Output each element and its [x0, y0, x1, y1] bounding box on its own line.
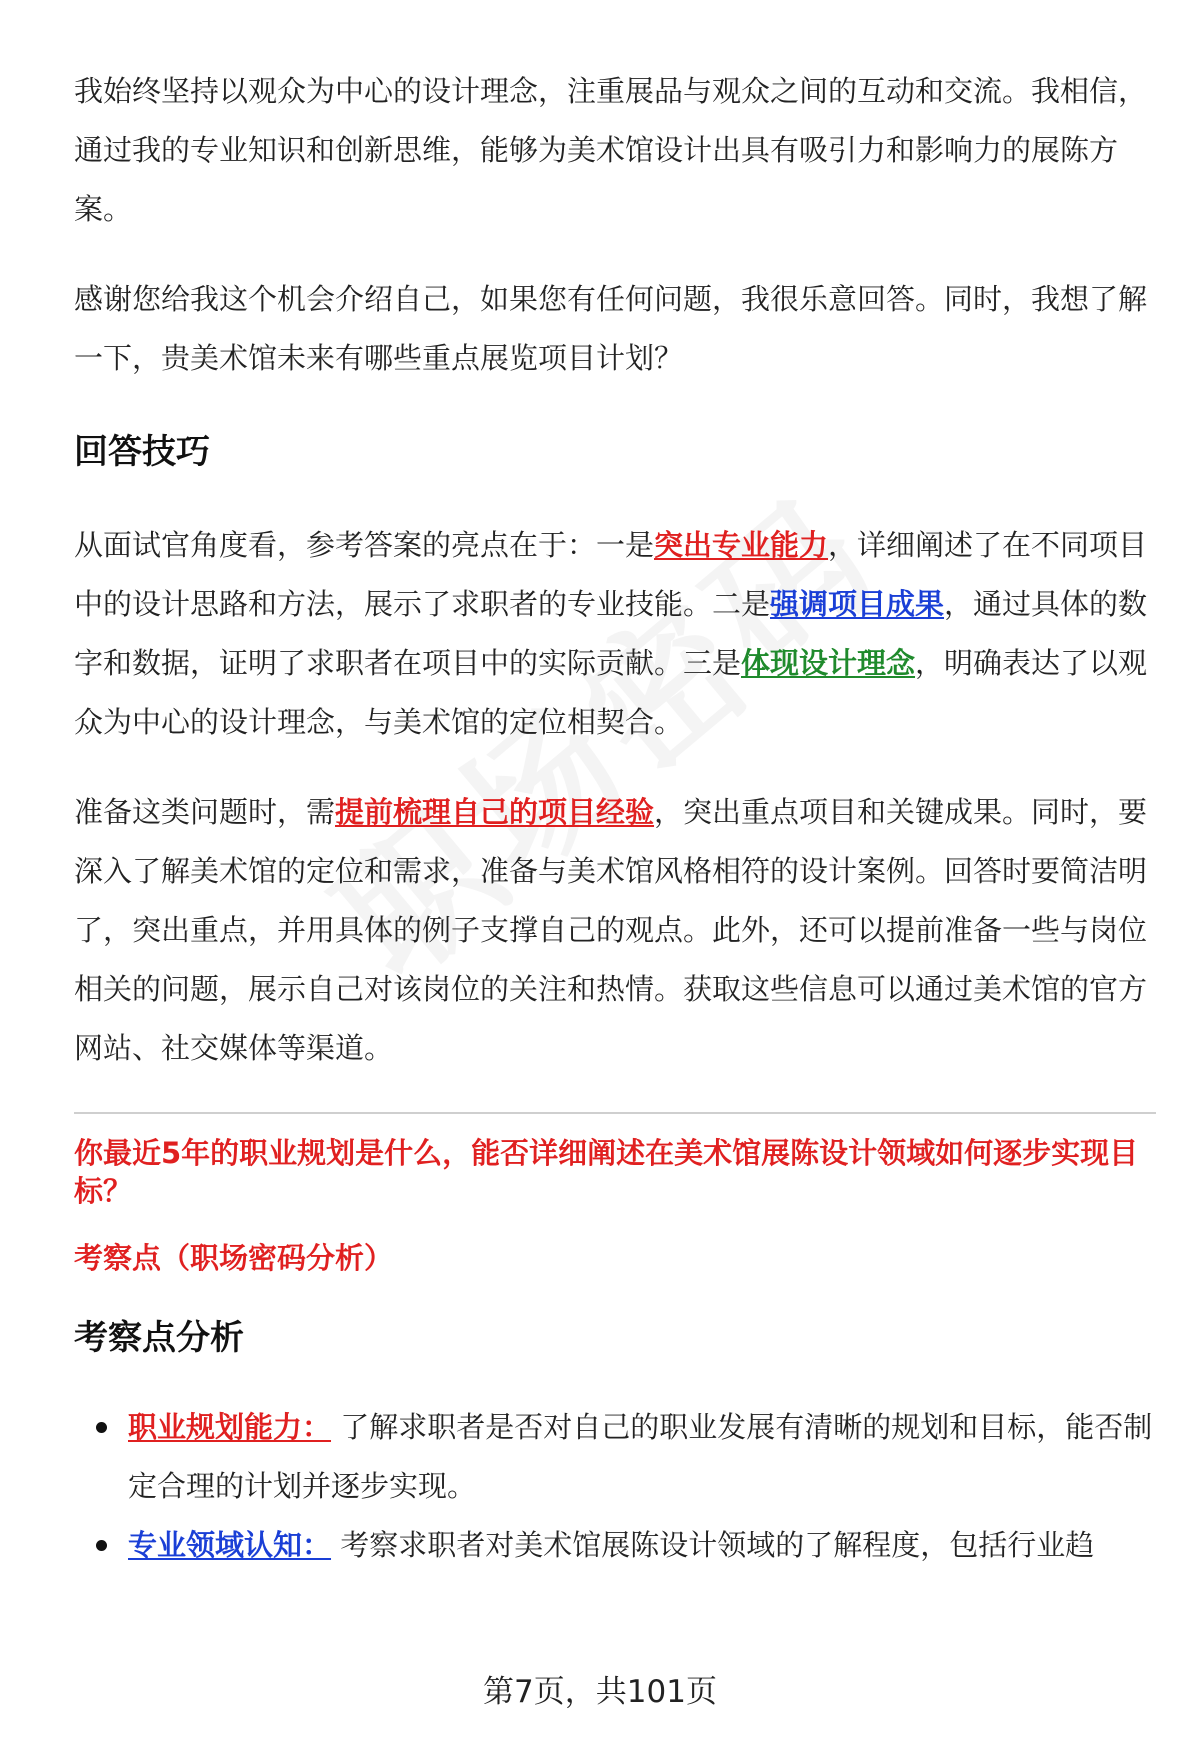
section-heading-analysis: 考察点分析 — [74, 1318, 244, 1358]
paragraph-highlights — [74, 516, 1154, 752]
list-item — [74, 1516, 1154, 1575]
bullet-dot-icon — [96, 1540, 107, 1551]
list-item — [74, 1398, 1154, 1516]
text-segment: ，通过具体的数字和数据，证明了求职者在项目中的实际贡献。三是 — [74, 587, 1148, 680]
text-segment: ，明确表达了以观众为中心的设计理念，与美术馆的定位相契合。 — [74, 646, 1148, 739]
section-divider — [74, 1112, 1156, 1114]
highlight-design-philosophy: 体现设计理念 — [741, 646, 916, 680]
section-heading-answer-tips: 回答技巧 — [74, 432, 210, 472]
interview-question: 你最近5年的职业规划是什么，能否详细阐述在美术馆展陈设计领域如何逐步实现目标？ — [74, 1136, 1139, 1208]
text-segment: ，突出重点项目和关键成果。同时，要深入了解美术馆的定位和需求，准备与美术馆风格相符的设计案例。回答时要简洁明了，突出重点，并用具体的例子支撑自己的观点。此外，还可以提前准备一些与岗位相关的问题，展示自己对该岗位的关注和热情。获取这些信息可以通过美术馆的官方网站、社交媒体等渠道。 — [74, 795, 1148, 1065]
bullet-dot-icon — [96, 1422, 107, 1433]
analysis-list — [74, 1398, 1154, 1575]
paragraph-design-philosophy: 我始终坚持以观众为中心的设计理念，注重展品与观众之间的互动和交流。我相信，通过我的专业知识和创新思维，能够为美术馆设计出具有吸引力和影响力的展陈方案。 — [74, 74, 1148, 226]
highlight-professional-ability: 突出专业能力 — [654, 528, 829, 562]
page-content — [74, 62, 1154, 1575]
text-segment: ，详细阐述了在不同项目中的设计思路和方法，展示了求职者的专业技能。二是 — [74, 528, 1148, 621]
paragraph-closing-question: 感谢您给我这个机会介绍自己，如果您有任何问题，我很乐意回答。同时，我想了解一下，贵美术馆未来有哪些重点展览项目计划？ — [74, 282, 1148, 375]
item-label-domain-knowledge: 专业领域认知： — [128, 1528, 332, 1562]
focus-label: 考察点（职场密码分析） — [74, 1241, 394, 1275]
paragraph-preparation — [74, 783, 1154, 1078]
highlight-project-experience: 提前梳理自己的项目经验 — [335, 795, 655, 829]
text-segment: 从面试官角度看，参考答案的亮点在于：一是 — [74, 528, 655, 562]
item-label-career-planning: 职业规划能力： — [128, 1410, 332, 1444]
text-segment: 准备这类问题时，需 — [74, 795, 336, 829]
highlight-project-results: 强调项目成果 — [770, 587, 945, 621]
item-text: 考察求职者对美术馆展陈设计领域的了解程度，包括行业趋 — [340, 1528, 1095, 1562]
item-text: 了解求职者是否对自己的职业发展有清晰的规划和目标，能否制定合理的计划并逐步实现。 — [128, 1410, 1153, 1503]
page-number: 第7页，共101页 — [483, 1674, 717, 1710]
